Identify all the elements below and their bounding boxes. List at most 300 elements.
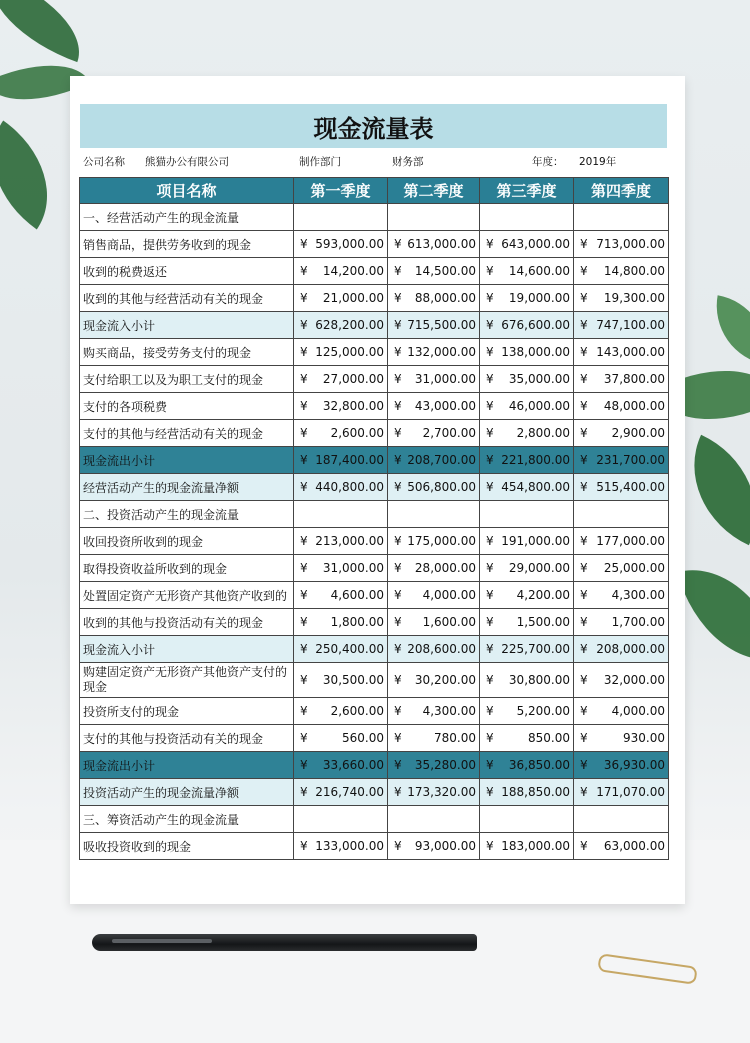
amount: 930.00 (623, 731, 665, 745)
amount: 19,000.00 (508, 291, 570, 305)
currency-symbol: ¥ (580, 480, 588, 494)
value-cell-q2 (388, 555, 480, 582)
currency-symbol: ¥ (300, 291, 308, 305)
currency-symbol: ¥ (394, 318, 402, 332)
amount: 208,600.00 (407, 642, 476, 656)
value-cell-q4 (574, 752, 669, 779)
currency-symbol: ¥ (394, 480, 402, 494)
currency-symbol: ¥ (486, 345, 494, 359)
table-row (80, 312, 669, 339)
currency-symbol: ¥ (580, 345, 588, 359)
currency-symbol: ¥ (486, 372, 494, 386)
value-cell-q1 (294, 501, 388, 528)
value-cell-q4 (574, 285, 669, 312)
value-cell-q2 (388, 339, 480, 366)
amount: 1,500.00 (516, 615, 570, 629)
amount: 14,800.00 (603, 264, 665, 278)
amount: 171,070.00 (596, 785, 665, 799)
currency-symbol: ¥ (300, 318, 308, 332)
pen-clip-decoration (112, 939, 212, 943)
currency-symbol: ¥ (300, 588, 308, 602)
row-label: 支付的其他与经营活动有关的现金 (80, 420, 294, 447)
row-label: 支付给职工以及为职工支付的现金 (80, 366, 294, 393)
value-cell-q2 (388, 528, 480, 555)
amount: 132,000.00 (407, 345, 476, 359)
table-header-row (80, 178, 669, 204)
row-label: 现金流入小计 (80, 312, 294, 339)
currency-symbol: ¥ (394, 642, 402, 656)
row-label: 购买商品，接受劳务支付的现金 (80, 339, 294, 366)
value-cell-q3 (480, 636, 574, 663)
company-label: 公司名称 (83, 156, 125, 168)
row-label: 吸收投资收到的现金 (80, 833, 294, 860)
value-cell-q1 (294, 698, 388, 725)
currency-symbol: ¥ (394, 534, 402, 548)
currency-symbol: ¥ (394, 237, 402, 251)
value-cell-q4 (574, 609, 669, 636)
amount: 250,400.00 (315, 642, 384, 656)
row-label: 一、经营活动产生的现金流量 (80, 204, 294, 231)
dept-value: 财务部 (392, 156, 424, 168)
table-row (80, 609, 669, 636)
amount: 225,700.00 (501, 642, 570, 656)
amount: 25,000.00 (603, 561, 665, 575)
table-row (80, 474, 669, 501)
amount: 191,000.00 (501, 534, 570, 548)
value-cell-q4 (574, 555, 669, 582)
currency-symbol: ¥ (486, 642, 494, 656)
table-row (80, 752, 669, 779)
amount: 29,000.00 (508, 561, 570, 575)
currency-symbol: ¥ (486, 731, 494, 745)
value-cell-q4 (574, 698, 669, 725)
amount: 850.00 (528, 731, 570, 745)
currency-symbol: ¥ (300, 704, 308, 718)
amount: 593,000.00 (315, 237, 384, 251)
value-cell-q4 (574, 779, 669, 806)
value-cell-q3 (480, 609, 574, 636)
amount: 4,600.00 (330, 588, 384, 602)
currency-symbol: ¥ (394, 426, 402, 440)
currency-symbol: ¥ (486, 237, 494, 251)
value-cell-q1 (294, 474, 388, 501)
dept-label: 制作部门 (299, 156, 341, 168)
year-label: 年度： (532, 156, 564, 168)
row-label: 现金流出小计 (80, 752, 294, 779)
amount: 32,800.00 (322, 399, 384, 413)
value-cell-q3 (480, 501, 574, 528)
row-label: 取得投资收益所收到的现金 (80, 555, 294, 582)
amount: 216,740.00 (315, 785, 384, 799)
value-cell-q1 (294, 636, 388, 663)
row-label: 收回投资所收到的现金 (80, 528, 294, 555)
value-cell-q3 (480, 698, 574, 725)
currency-symbol: ¥ (394, 453, 402, 467)
value-cell-q3 (480, 285, 574, 312)
currency-symbol: ¥ (300, 237, 308, 251)
company-value: 熊猫办公有限公司 (145, 156, 229, 168)
plant-leaf (677, 552, 750, 679)
amount: 454,800.00 (501, 480, 570, 494)
amount: 628,200.00 (315, 318, 384, 332)
currency-symbol: ¥ (580, 426, 588, 440)
amount: 715,500.00 (407, 318, 476, 332)
plant-leaf (0, 0, 96, 62)
currency-symbol: ¥ (486, 561, 494, 575)
amount: 14,500.00 (414, 264, 476, 278)
value-cell-q1 (294, 312, 388, 339)
currency-symbol: ¥ (580, 615, 588, 629)
currency-symbol: ¥ (394, 588, 402, 602)
amount: 676,600.00 (501, 318, 570, 332)
value-cell-q2 (388, 393, 480, 420)
currency-symbol: ¥ (486, 758, 494, 772)
currency-symbol: ¥ (580, 237, 588, 251)
value-cell-q1 (294, 779, 388, 806)
currency-symbol: ¥ (486, 588, 494, 602)
amount: 187,400.00 (315, 453, 384, 467)
currency-symbol: ¥ (394, 372, 402, 386)
currency-symbol: ¥ (486, 291, 494, 305)
table-row (80, 339, 669, 366)
row-label: 处置固定资产无形资产其他资产收到的 (80, 582, 294, 609)
value-cell-q4 (574, 663, 669, 698)
amount: 643,000.00 (501, 237, 570, 251)
table-row (80, 582, 669, 609)
value-cell-q2 (388, 582, 480, 609)
amount: 4,000.00 (611, 704, 665, 718)
table-row (80, 806, 669, 833)
plant-leaf (707, 295, 750, 365)
value-cell-q1 (294, 285, 388, 312)
currency-symbol: ¥ (300, 758, 308, 772)
value-cell-q2 (388, 285, 480, 312)
amount: 93,000.00 (414, 839, 476, 853)
value-cell-q2 (388, 258, 480, 285)
table-row (80, 555, 669, 582)
amount: 35,000.00 (508, 372, 570, 386)
currency-symbol: ¥ (580, 264, 588, 278)
row-label: 二、投资活动产生的现金流量 (80, 501, 294, 528)
value-cell-q2 (388, 312, 480, 339)
amount: 2,600.00 (330, 704, 384, 718)
amount: 35,280.00 (414, 758, 476, 772)
value-cell-q1 (294, 555, 388, 582)
currency-symbol: ¥ (486, 785, 494, 799)
currency-symbol: ¥ (394, 345, 402, 359)
value-cell-q3 (480, 231, 574, 258)
page-title: 现金流量表 (80, 104, 667, 148)
amount: 48,000.00 (603, 399, 665, 413)
currency-symbol: ¥ (394, 704, 402, 718)
currency-symbol: ¥ (580, 758, 588, 772)
value-cell-q1 (294, 528, 388, 555)
currency-symbol: ¥ (394, 731, 402, 745)
row-label: 经营活动产生的现金流量净额 (80, 474, 294, 501)
amount: 2,600.00 (330, 426, 384, 440)
amount: 46,000.00 (508, 399, 570, 413)
value-cell-q4 (574, 806, 669, 833)
value-cell-q4 (574, 725, 669, 752)
value-cell-q1 (294, 806, 388, 833)
value-cell-q1 (294, 204, 388, 231)
value-cell-q3 (480, 312, 574, 339)
value-cell-q3 (480, 752, 574, 779)
value-cell-q1 (294, 258, 388, 285)
amount: 30,500.00 (322, 673, 384, 687)
amount: 88,000.00 (414, 291, 476, 305)
value-cell-q2 (388, 725, 480, 752)
amount: 2,800.00 (516, 426, 570, 440)
amount: 4,300.00 (422, 704, 476, 718)
table-row (80, 420, 669, 447)
row-label: 销售商品，提供劳务收到的现金 (80, 231, 294, 258)
row-label: 现金流入小计 (80, 636, 294, 663)
value-cell-q1 (294, 420, 388, 447)
currency-symbol: ¥ (394, 291, 402, 305)
currency-symbol: ¥ (300, 453, 308, 467)
row-label: 购建固定资产无形资产其他资产支付的现金 (80, 663, 294, 698)
currency-symbol: ¥ (300, 561, 308, 575)
table-row (80, 698, 669, 725)
table-row (80, 231, 669, 258)
value-cell-q1 (294, 231, 388, 258)
value-cell-q3 (480, 474, 574, 501)
currency-symbol: ¥ (300, 642, 308, 656)
currency-symbol: ¥ (300, 534, 308, 548)
row-label: 收到的其他与投资活动有关的现金 (80, 609, 294, 636)
amount: 2,700.00 (422, 426, 476, 440)
amount: 27,000.00 (322, 372, 384, 386)
currency-symbol: ¥ (300, 673, 308, 687)
value-cell-q2 (388, 663, 480, 698)
header-q1: 第一季度 (294, 178, 388, 204)
currency-symbol: ¥ (486, 839, 494, 853)
amount: 780.00 (434, 731, 476, 745)
amount: 5,200.00 (516, 704, 570, 718)
value-cell-q3 (480, 779, 574, 806)
amount: 183,000.00 (501, 839, 570, 853)
amount: 177,000.00 (596, 534, 665, 548)
currency-symbol: ¥ (580, 785, 588, 799)
currency-symbol: ¥ (300, 372, 308, 386)
row-label: 收到的其他与经营活动有关的现金 (80, 285, 294, 312)
value-cell-q3 (480, 833, 574, 860)
row-label: 支付的各项税费 (80, 393, 294, 420)
value-cell-q2 (388, 698, 480, 725)
currency-symbol: ¥ (300, 345, 308, 359)
row-label: 现金流出小计 (80, 447, 294, 474)
amount: 63,000.00 (603, 839, 665, 853)
value-cell-q3 (480, 528, 574, 555)
amount: 21,000.00 (322, 291, 384, 305)
value-cell-q3 (480, 393, 574, 420)
amount: 4,200.00 (516, 588, 570, 602)
amount: 221,800.00 (501, 453, 570, 467)
currency-symbol: ¥ (394, 673, 402, 687)
value-cell-q4 (574, 528, 669, 555)
currency-symbol: ¥ (394, 399, 402, 413)
row-label: 投资所支付的现金 (80, 698, 294, 725)
value-cell-q1 (294, 339, 388, 366)
header-item-name: 项目名称 (80, 178, 294, 204)
currency-symbol: ¥ (300, 785, 308, 799)
amount: 43,000.00 (414, 399, 476, 413)
currency-symbol: ¥ (580, 318, 588, 332)
value-cell-q3 (480, 806, 574, 833)
amount: 143,000.00 (596, 345, 665, 359)
value-cell-q1 (294, 393, 388, 420)
currency-symbol: ¥ (580, 291, 588, 305)
currency-symbol: ¥ (486, 534, 494, 548)
amount: 14,600.00 (508, 264, 570, 278)
currency-symbol: ¥ (300, 480, 308, 494)
amount: 613,000.00 (407, 237, 476, 251)
amount: 440,800.00 (315, 480, 384, 494)
value-cell-q2 (388, 779, 480, 806)
plant-leaf (0, 121, 77, 230)
amount: 560.00 (342, 731, 384, 745)
amount: 28,000.00 (414, 561, 476, 575)
header-q3: 第三季度 (480, 178, 574, 204)
value-cell-q2 (388, 231, 480, 258)
currency-symbol: ¥ (300, 426, 308, 440)
table-row (80, 447, 669, 474)
amount: 125,000.00 (315, 345, 384, 359)
value-cell-q2 (388, 501, 480, 528)
value-cell-q2 (388, 366, 480, 393)
amount: 515,400.00 (596, 480, 665, 494)
amount: 14,200.00 (322, 264, 384, 278)
currency-symbol: ¥ (580, 588, 588, 602)
value-cell-q1 (294, 447, 388, 474)
value-cell-q1 (294, 366, 388, 393)
value-cell-q2 (388, 474, 480, 501)
table-row (80, 779, 669, 806)
table-row (80, 528, 669, 555)
amount: 175,000.00 (407, 534, 476, 548)
table-row (80, 501, 669, 528)
amount: 4,000.00 (422, 588, 476, 602)
amount: 2,900.00 (611, 426, 665, 440)
value-cell-q4 (574, 420, 669, 447)
currency-symbol: ¥ (580, 561, 588, 575)
header-q2: 第二季度 (388, 178, 480, 204)
currency-symbol: ¥ (300, 264, 308, 278)
value-cell-q4 (574, 582, 669, 609)
value-cell-q4 (574, 339, 669, 366)
currency-symbol: ¥ (486, 704, 494, 718)
document-page (70, 76, 685, 904)
currency-symbol: ¥ (394, 785, 402, 799)
amount: 747,100.00 (596, 318, 665, 332)
cash-flow-table (79, 177, 669, 860)
year-value: 2019年 (579, 156, 617, 168)
value-cell-q4 (574, 231, 669, 258)
value-cell-q3 (480, 555, 574, 582)
row-label: 三、筹资活动产生的现金流量 (80, 806, 294, 833)
table-row (80, 258, 669, 285)
currency-symbol: ¥ (486, 615, 494, 629)
currency-symbol: ¥ (300, 839, 308, 853)
amount: 31,000.00 (414, 372, 476, 386)
currency-symbol: ¥ (580, 372, 588, 386)
value-cell-q3 (480, 447, 574, 474)
amount: 188,850.00 (501, 785, 570, 799)
value-cell-q4 (574, 474, 669, 501)
amount: 30,800.00 (508, 673, 570, 687)
value-cell-q4 (574, 636, 669, 663)
table-body (80, 204, 669, 860)
value-cell-q4 (574, 204, 669, 231)
amount: 1,800.00 (330, 615, 384, 629)
value-cell-q2 (388, 752, 480, 779)
currency-symbol: ¥ (580, 642, 588, 656)
value-cell-q3 (480, 258, 574, 285)
currency-symbol: ¥ (394, 561, 402, 575)
table-row (80, 285, 669, 312)
currency-symbol: ¥ (394, 758, 402, 772)
table-row (80, 833, 669, 860)
row-label: 收到的税费返还 (80, 258, 294, 285)
currency-symbol: ¥ (580, 731, 588, 745)
row-label: 支付的其他与投资活动有关的现金 (80, 725, 294, 752)
value-cell-q3 (480, 582, 574, 609)
currency-symbol: ¥ (486, 426, 494, 440)
amount: 19,300.00 (603, 291, 665, 305)
value-cell-q3 (480, 204, 574, 231)
amount: 1,600.00 (422, 615, 476, 629)
value-cell-q3 (480, 420, 574, 447)
currency-symbol: ¥ (486, 318, 494, 332)
currency-symbol: ¥ (394, 615, 402, 629)
value-cell-q4 (574, 258, 669, 285)
amount: 173,320.00 (407, 785, 476, 799)
currency-symbol: ¥ (486, 264, 494, 278)
table-row (80, 725, 669, 752)
currency-symbol: ¥ (580, 704, 588, 718)
value-cell-q4 (574, 393, 669, 420)
value-cell-q1 (294, 663, 388, 698)
currency-symbol: ¥ (394, 839, 402, 853)
currency-symbol: ¥ (580, 673, 588, 687)
currency-symbol: ¥ (300, 399, 308, 413)
currency-symbol: ¥ (394, 264, 402, 278)
currency-symbol: ¥ (300, 615, 308, 629)
value-cell-q3 (480, 663, 574, 698)
value-cell-q2 (388, 420, 480, 447)
amount: 36,930.00 (603, 758, 665, 772)
value-cell-q2 (388, 806, 480, 833)
amount: 1,700.00 (611, 615, 665, 629)
currency-symbol: ¥ (486, 399, 494, 413)
table-row (80, 204, 669, 231)
currency-symbol: ¥ (300, 731, 308, 745)
value-cell-q1 (294, 582, 388, 609)
amount: 208,700.00 (407, 453, 476, 467)
value-cell-q1 (294, 752, 388, 779)
amount: 37,800.00 (603, 372, 665, 386)
value-cell-q3 (480, 725, 574, 752)
currency-symbol: ¥ (580, 839, 588, 853)
value-cell-q3 (480, 366, 574, 393)
currency-symbol: ¥ (580, 534, 588, 548)
row-label: 投资活动产生的现金流量净额 (80, 779, 294, 806)
value-cell-q2 (388, 204, 480, 231)
value-cell-q4 (574, 366, 669, 393)
value-cell-q4 (574, 312, 669, 339)
value-cell-q2 (388, 609, 480, 636)
